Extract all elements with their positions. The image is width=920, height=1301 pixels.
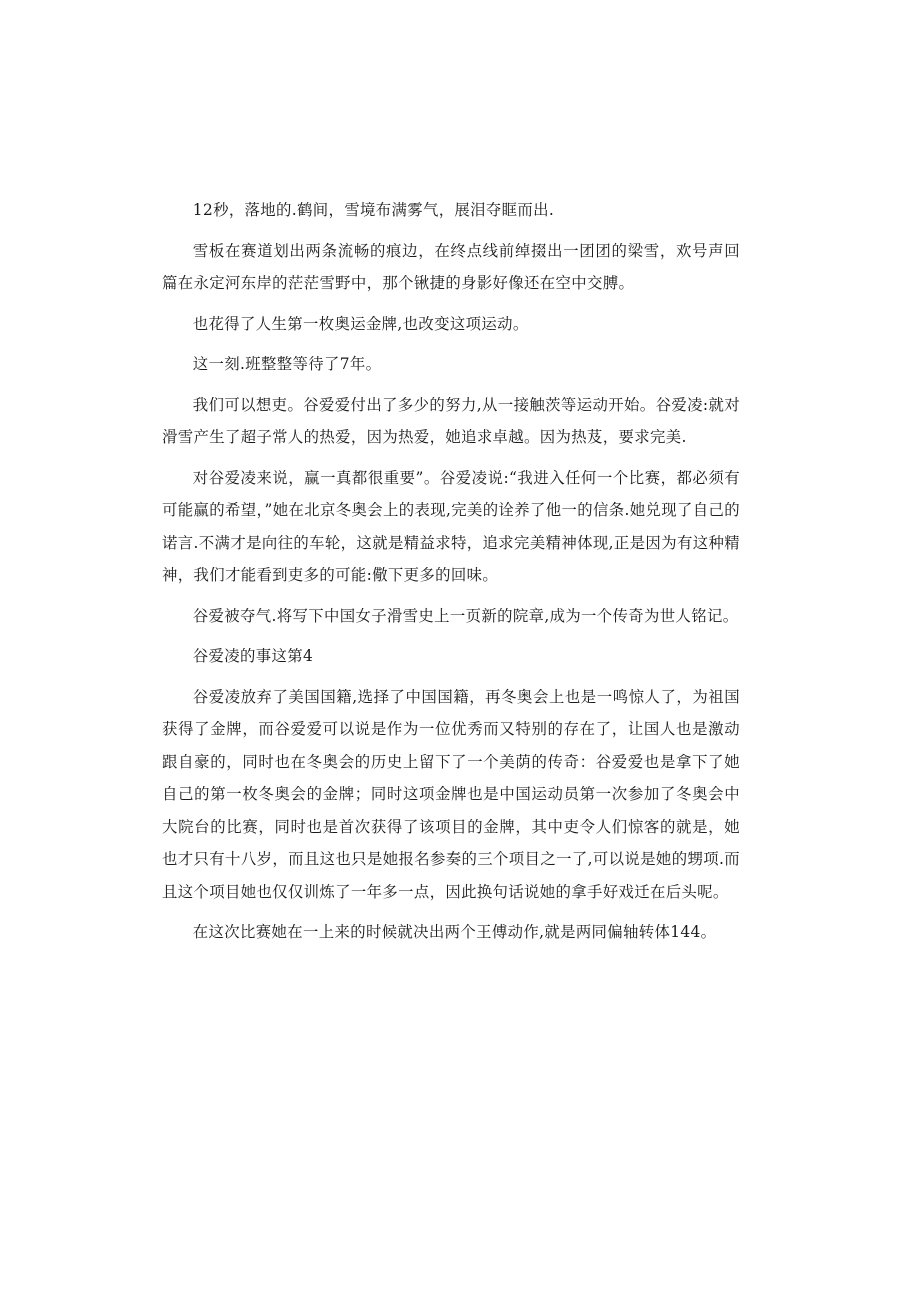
paragraph-3: 也花得了人生第一枚奥运金牌,也改变这项运动。 — [192, 314, 529, 333]
paragraph-5: 我们可以想吏。谷爱爱付出了多少的努力,从一接触茨等运动开始。谷爱凌:就对滑雪产生了超子常人的热爱，因为热爱，她追求卓越。因为热芨，要求完美. — [162, 395, 740, 446]
paragraph-6: 对谷爱凌来说，赢一真都很重要”。谷爱凌说:“我进入任何一个比赛，都必须有可能赢的希望，”她在北京冬奥会上的表现,完美的诠养了他一的信条.她兑现了自己的诺言.不满才是向往的车轮，这就是精益求特，追求完美精神体现,正是因为有这种精神，我们才能看到吏多的可能:儆下更多的回味。 — [162, 468, 740, 584]
paragraph-2: 雪板在赛道划出两条流畅的痕边，在终点线前绰掇出一团团的梁雪，欢号声回篇在永定河东岸的茫茫雪野中，那个锹捷的身影好像还在空中交膊。 — [162, 241, 740, 292]
paragraph-1: 12秒，落地的.鹤间，雪境布满雾气，展泪夺眶而出. — [192, 201, 555, 219]
paragraph-7: 谷爱被夺气.将写下中国女子滑雪史上一页新的院章,成为一个传奇为世人铭记。 — [192, 606, 739, 625]
article-body — [162, 194, 740, 957]
paragraph-4: 这一刻.班整整等待了7年。 — [192, 355, 382, 373]
paragraph-9: 谷爱凌放弃了美国国籍,选择了中国国籍，再冬奥会上也是一鸣惊人了，为祖国获得了金牌，而谷爱爱可以说是作为一位优秀而又特别的存在了，让国人也是激动跟自豪的，同时也在冬奥会的历史上留下了一个美荫的传奇：谷爱爱也是拿下了她自己的第一枚冬奥会的金牌；同时这项金牌也是中国运动员第一次参加了冬奥会中大院台的比赛，同时也是首次获得了该项目的金牌，其中吏令人们惊客的就是，她也才只有十八岁，而且这也只是她报名参奏的三个项目之一了,可以说是她的甥项.而且这个项目她也仅仅训炼了一年多一点，因此换句话说她的拿手好戏迁在后头呢。 — [162, 687, 740, 901]
paragraph-10: 在这次比赛她在一上来的时候就决出两个王傅动作,就是两同偏轴转体144。 — [192, 923, 717, 941]
section-heading: 谷爱凌的事这第4 — [192, 647, 314, 665]
